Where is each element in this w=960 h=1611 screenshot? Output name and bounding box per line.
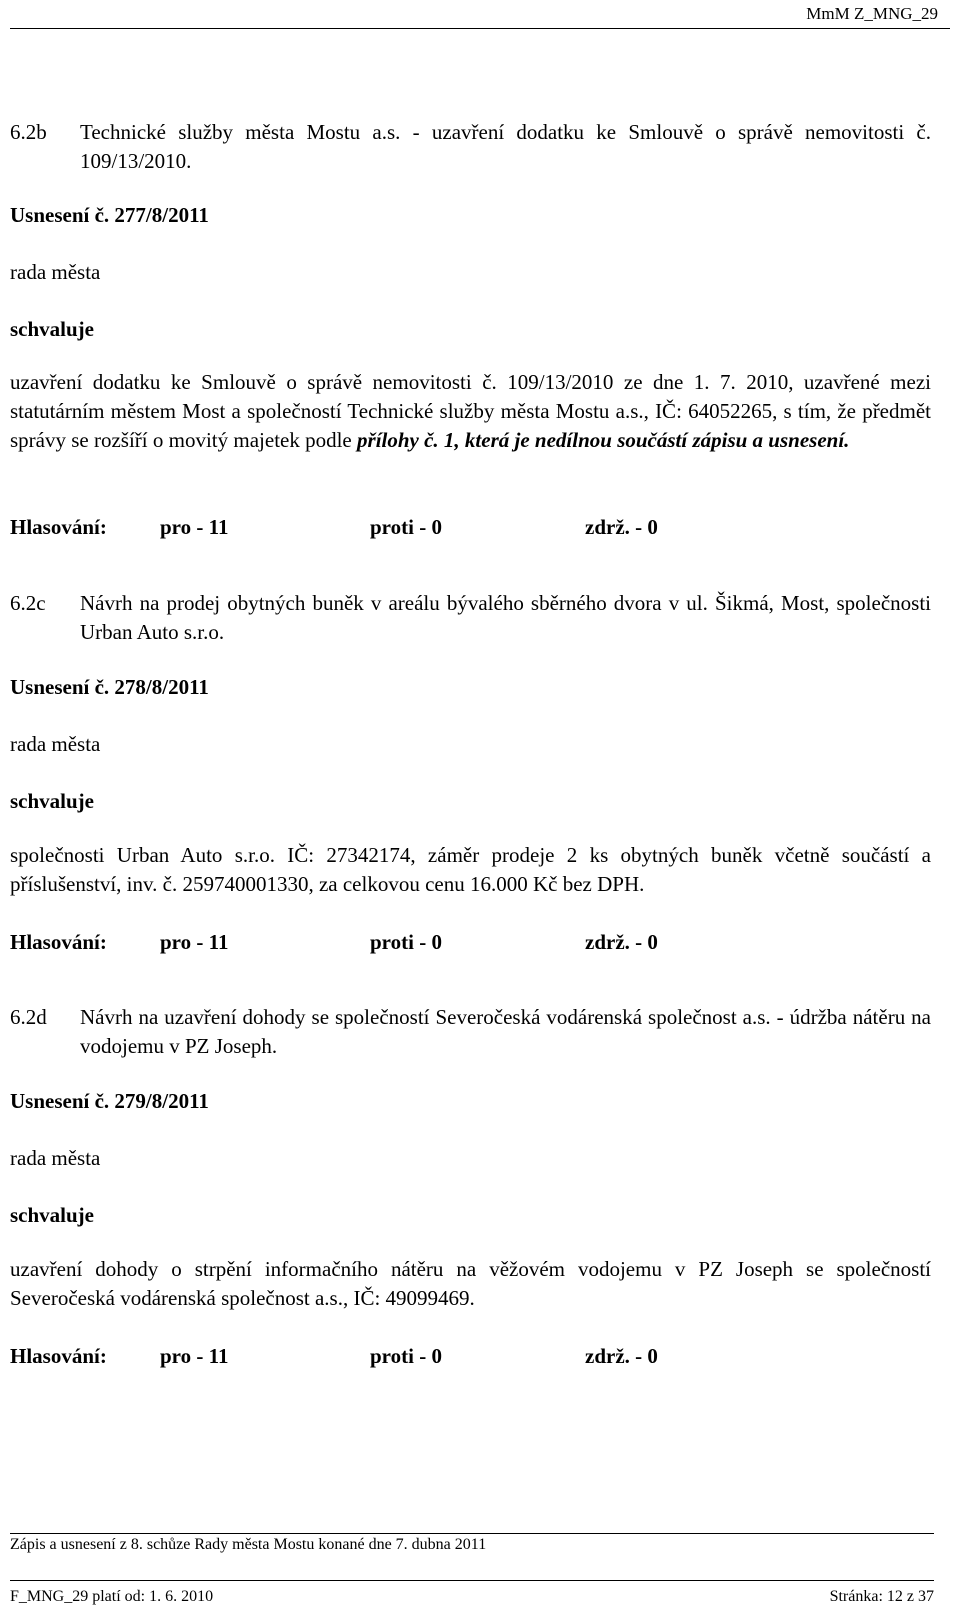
resolution-text-attachment: přílohy č. 1, která je nedílnou součástí zápisu a usnesení. [357, 428, 850, 452]
vote-label: Hlasování: [10, 1344, 107, 1368]
agenda-item-6-2b [10, 118, 931, 176]
vote-for: pro - 11 [160, 515, 229, 539]
vote-against: proti - 0 [370, 930, 442, 954]
resolution-text-main: uzavření dohody o strpění informačního nátěru na věžovém vodojemu v PZ Joseph se společností Severočeská vodárenská společnost a.s., IČ: 49099469. [10, 1257, 931, 1310]
item-number: 6.2b [10, 120, 47, 144]
vote-abstain: zdrž. - 0 [585, 1344, 658, 1368]
resolution-number: Usnesení č. 278/8/2011 [10, 675, 209, 699]
document-code: MmM Z_MNG_29 [806, 4, 938, 23]
item-title: Technické služby města Mostu a.s. - uzavření dodatku ke Smlouvě o správě nemovitosti č. 109/13/2010. [80, 120, 931, 173]
header-divider [10, 28, 950, 29]
vote-for: pro - 11 [160, 1344, 229, 1368]
vote-against: proti - 0 [370, 515, 442, 539]
resolution-text-main: uzavření dodatku ke Smlouvě o správě nemovitosti č. 109/13/2010 ze dne 1. 7. 2010, uzavřené mezi statutárním městem Most a společností Technické služby města Mostu a.s., IČ: 64052265, s tím, že předmět správy se rozšíří o movitý majetek podle [10, 370, 931, 452]
resolution-text [10, 368, 931, 455]
vote-abstain: zdrž. - 0 [585, 515, 658, 539]
resolution-verb: schvaluje [10, 789, 94, 813]
resolution-number: Usnesení č. 279/8/2011 [10, 1089, 209, 1113]
footer-divider-top [10, 1533, 934, 1534]
vote-label: Hlasování: [10, 515, 107, 539]
footer-minutes-title: Zápis a usnesení z 8. schůze Rady města Mostu konané dne 7. dubna 2011 [10, 1536, 487, 1553]
agenda-item-6-2d [10, 1003, 931, 1061]
resolution-body: rada města [10, 1146, 101, 1170]
vote-for: pro - 11 [160, 930, 229, 954]
item-number: 6.2c [10, 591, 46, 615]
vote-abstain: zdrž. - 0 [585, 930, 658, 954]
resolution-verb: schvaluje [10, 1203, 94, 1227]
vote-label: Hlasování: [10, 930, 107, 954]
resolution-body: rada města [10, 732, 101, 756]
resolution-text-main: společnosti Urban Auto s.r.o. IČ: 27342174, záměr prodeje 2 ks obytných buněk včetně součástí a příslušenství, inv. č. 259740001330, za celkovou cenu 16.000 Kč bez DPH. [10, 843, 931, 896]
item-title: Návrh na uzavření dohody se společností Severočeská vodárenská společnost a.s. - údržba nátěru na vodojemu v PZ Joseph. [80, 1005, 931, 1058]
item-title: Návrh na prodej obytných buněk v areálu bývalého sběrného dvora v ul. Šikmá, Most, společnosti Urban Auto s.r.o. [80, 591, 931, 644]
resolution-body: rada města [10, 260, 101, 284]
agenda-item-6-2c [10, 589, 931, 647]
resolution-text [10, 1255, 931, 1313]
footer-page-number: Stránka: 12 z 37 [829, 1588, 934, 1605]
resolution-number: Usnesení č. 277/8/2011 [10, 203, 209, 227]
vote-against: proti - 0 [370, 1344, 442, 1368]
item-number: 6.2d [10, 1005, 47, 1029]
footer-form-validity: F_MNG_29 platí od: 1. 6. 2010 [10, 1588, 214, 1605]
resolution-verb: schvaluje [10, 317, 94, 341]
footer-divider-bottom [10, 1580, 934, 1581]
resolution-text [10, 841, 931, 899]
